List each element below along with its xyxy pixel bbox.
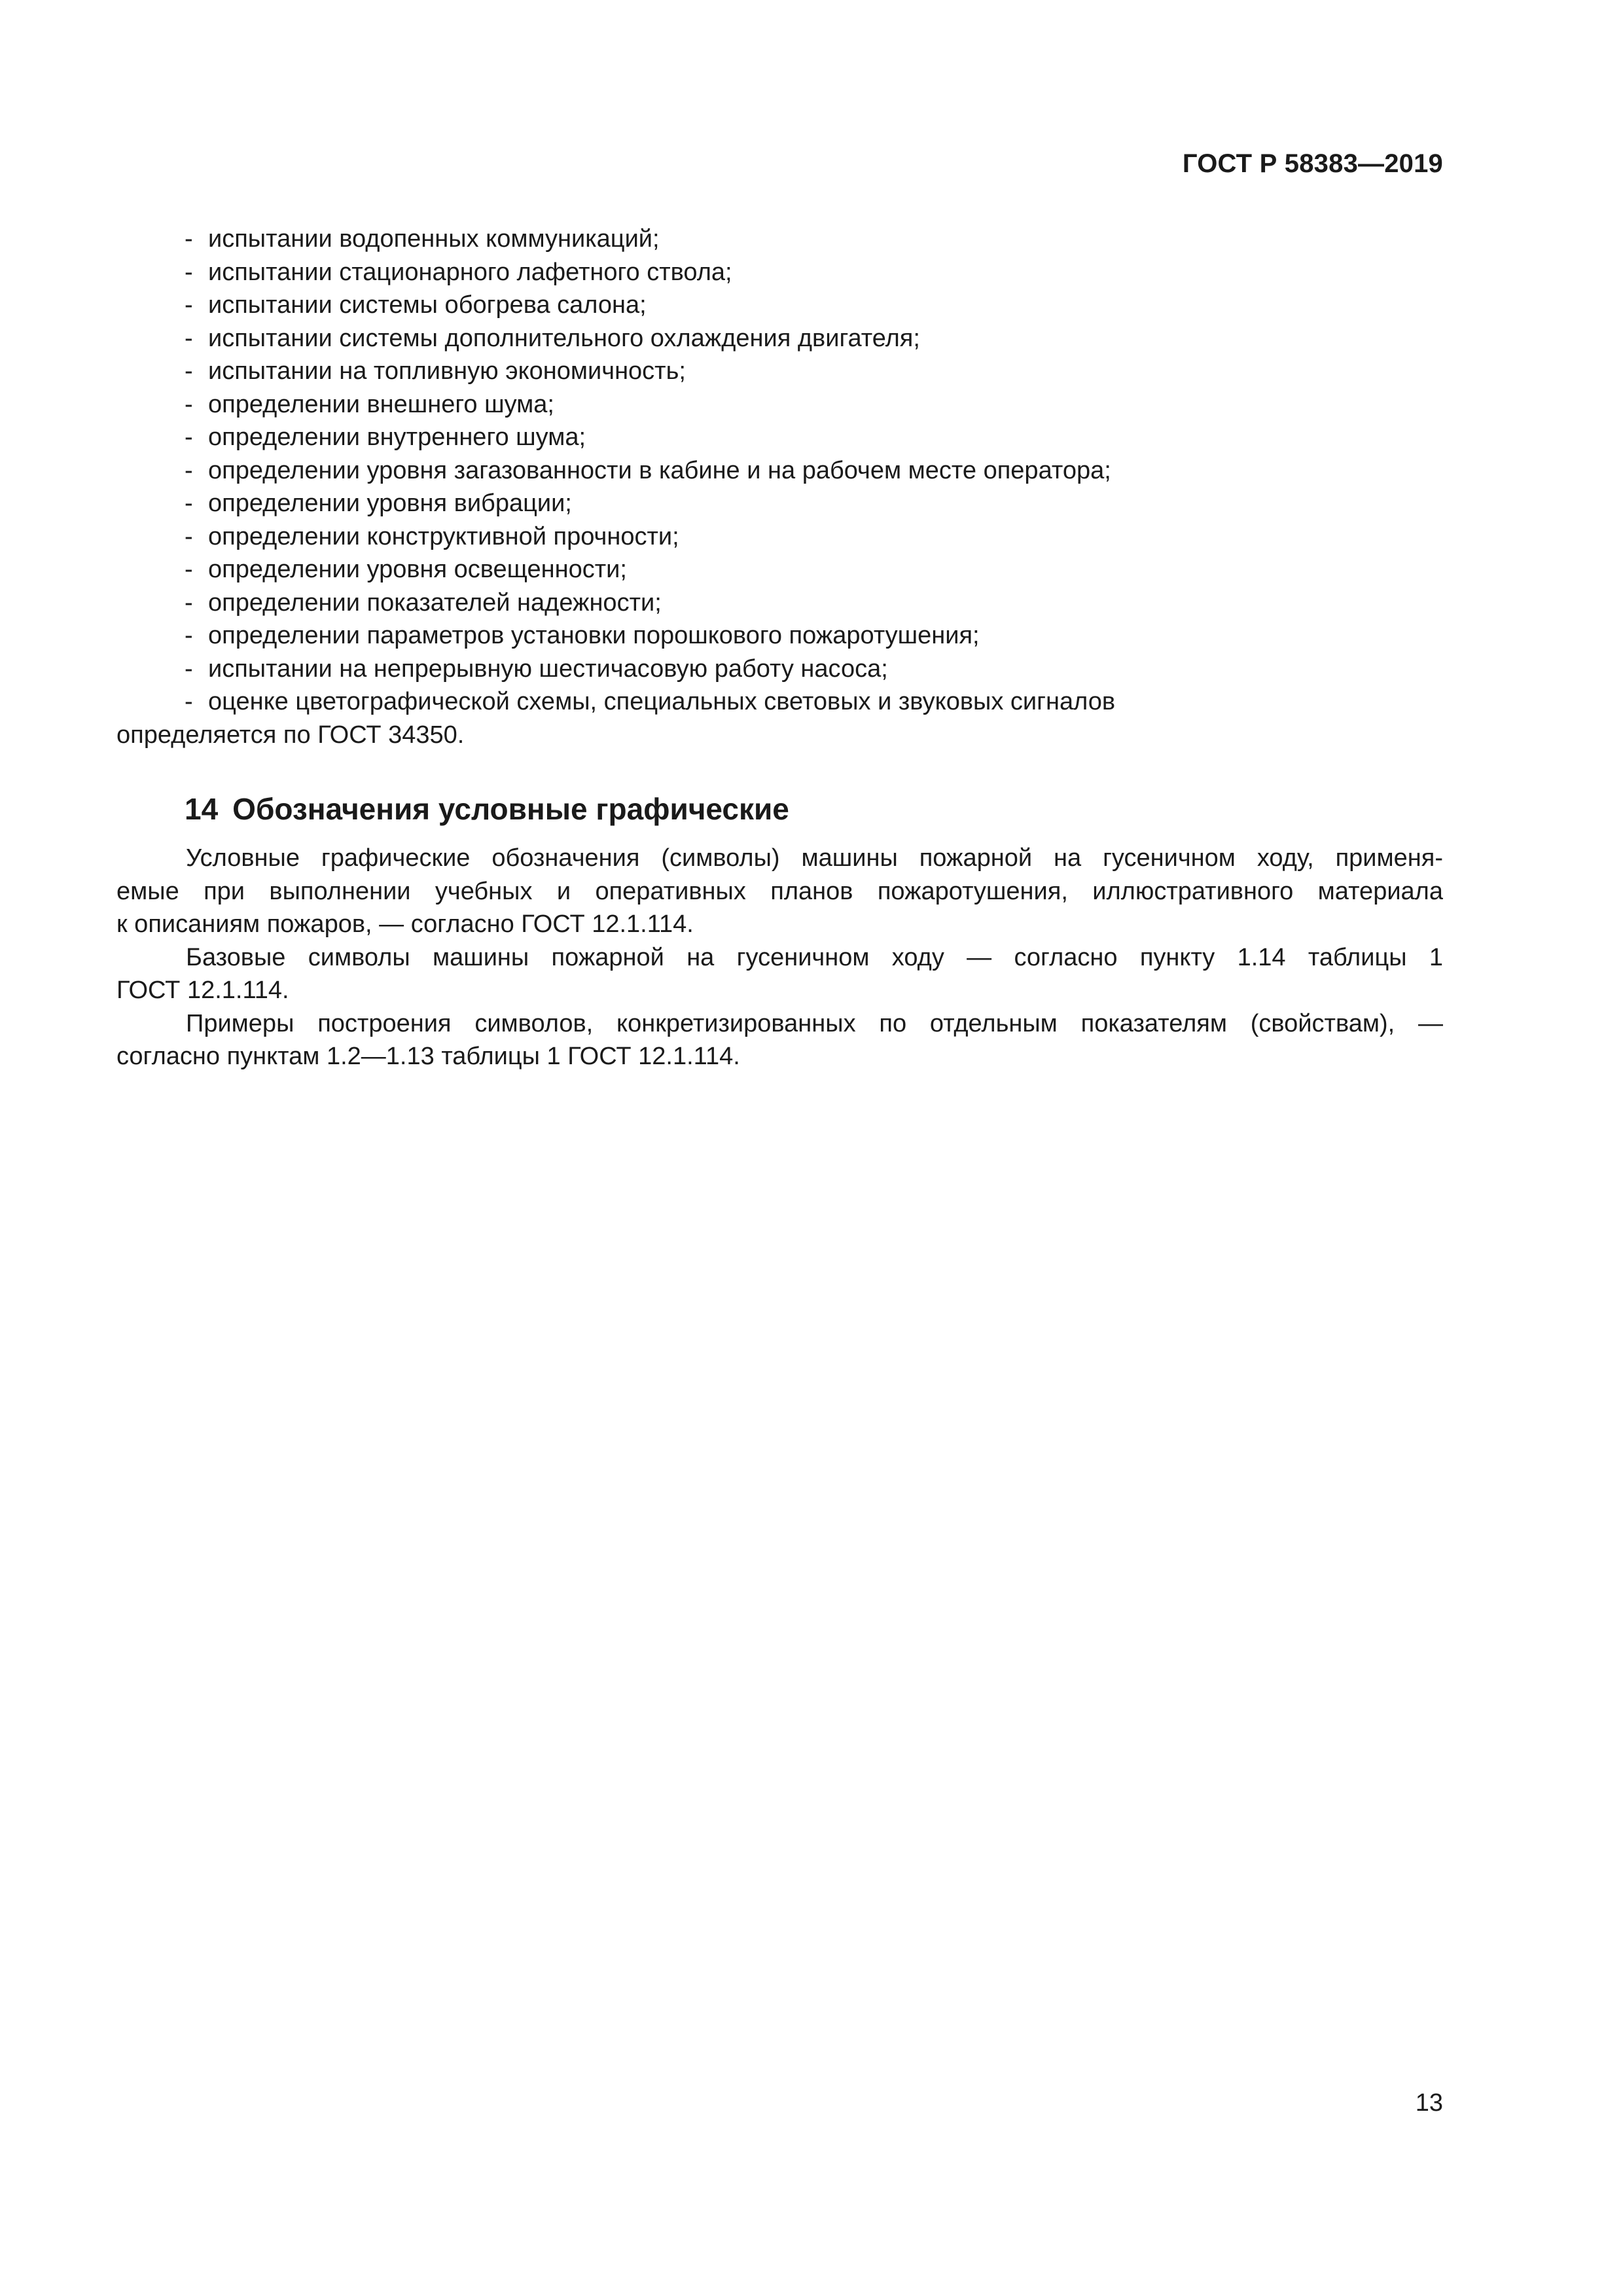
list-item [116, 553, 1443, 586]
list-item-text: испытании системы дополнительного охлаждения двигателя; [208, 324, 920, 352]
list-item [116, 487, 1443, 520]
list-dash: - [185, 588, 193, 617]
paragraph-line: Примеры построения символов, конкретизированных по отдельным показателям (свойствам), — [186, 1009, 1443, 1037]
paragraph [116, 941, 1443, 1007]
list-item [116, 388, 1443, 422]
list-item-text: определении показателей надежности; [208, 588, 662, 617]
list-item [116, 454, 1443, 488]
paragraph-line: к описаниям пожаров, — согласно ГОСТ 12.1.114. [116, 910, 694, 938]
page-number: 13 [1415, 2089, 1443, 2117]
document-code: ГОСТ Р 58383—2019 [1182, 149, 1443, 178]
list-dash: - [185, 324, 193, 352]
list-dash: - [185, 357, 193, 385]
paragraph-line: согласно пунктам 1.2—1.13 таблицы 1 ГОСТ 12.1.114. [116, 1043, 740, 1070]
list-item-text: оценке цветографической схемы, специальных световых и звуковых сигналов [208, 688, 1116, 715]
paragraph-line: Базовые символы машины пожарной на гусеничном ходу — согласно пункту 1.14 таблицы 1 [186, 943, 1443, 971]
test-list [116, 223, 1443, 751]
list-dash: - [185, 258, 193, 286]
paragraph [116, 1007, 1443, 1073]
list-item [116, 586, 1443, 620]
list-dash: - [185, 655, 193, 683]
list-item [116, 619, 1443, 653]
list-item-text: испытании водопенных коммуникаций; [208, 225, 660, 253]
list-item-text: определении уровня загазованности в кабине и на рабочем месте оператора; [208, 456, 1111, 484]
paragraph-line: Условные графические обозначения (символы) машины пожарной на гусеничном ходу, применя- [186, 844, 1443, 872]
list-item [116, 520, 1443, 554]
list-item [116, 653, 1443, 686]
list-continuation: определяется по ГОСТ 34350. [116, 721, 465, 749]
page-content [116, 223, 1443, 1073]
list-item-text: определении уровня освещенности; [208, 556, 627, 583]
list-item [116, 685, 1443, 719]
list-item [116, 223, 1443, 256]
list-item-text: испытании системы обогрева салона; [208, 291, 647, 319]
list-item-text: испытании на топливную экономичность; [208, 357, 686, 385]
paragraph-line: ГОСТ 12.1.114. [116, 977, 289, 1004]
list-item [116, 322, 1443, 355]
list-item-text: определении конструктивной прочности; [208, 522, 679, 550]
list-dash: - [185, 688, 193, 715]
list-item-text: определении внутреннего шума; [208, 423, 586, 451]
section-title: Обозначения условные графические [232, 792, 789, 826]
list-dash: - [185, 390, 193, 418]
list-item [116, 289, 1443, 322]
section-heading [116, 789, 1443, 829]
list-dash: - [185, 423, 193, 451]
list-dash: - [185, 522, 193, 550]
list-dash: - [185, 225, 193, 253]
paragraph-line: емые при выполнении учебных и оперативных планов пожаротушения, иллюстративного материала [116, 877, 1443, 905]
section-body [116, 842, 1443, 1073]
list-item [116, 421, 1443, 454]
list-item-text: определении уровня вибрации; [208, 490, 572, 517]
list-dash: - [185, 622, 193, 649]
list-item-text: испытании стационарного лафетного ствола; [208, 258, 732, 286]
section-number: 14 [185, 792, 219, 826]
paragraph [116, 842, 1443, 941]
list-item [116, 355, 1443, 388]
list-dash: - [185, 556, 193, 583]
list-dash: - [185, 490, 193, 517]
list-dash: - [185, 291, 193, 319]
list-item-text: испытании на непрерывную шестичасовую работу насоса; [208, 655, 888, 683]
list-item-text: определении внешнего шума; [208, 390, 554, 418]
list-dash: - [185, 456, 193, 484]
list-item [116, 256, 1443, 289]
list-item-text: определении параметров установки порошкового пожаротушения; [208, 622, 980, 649]
